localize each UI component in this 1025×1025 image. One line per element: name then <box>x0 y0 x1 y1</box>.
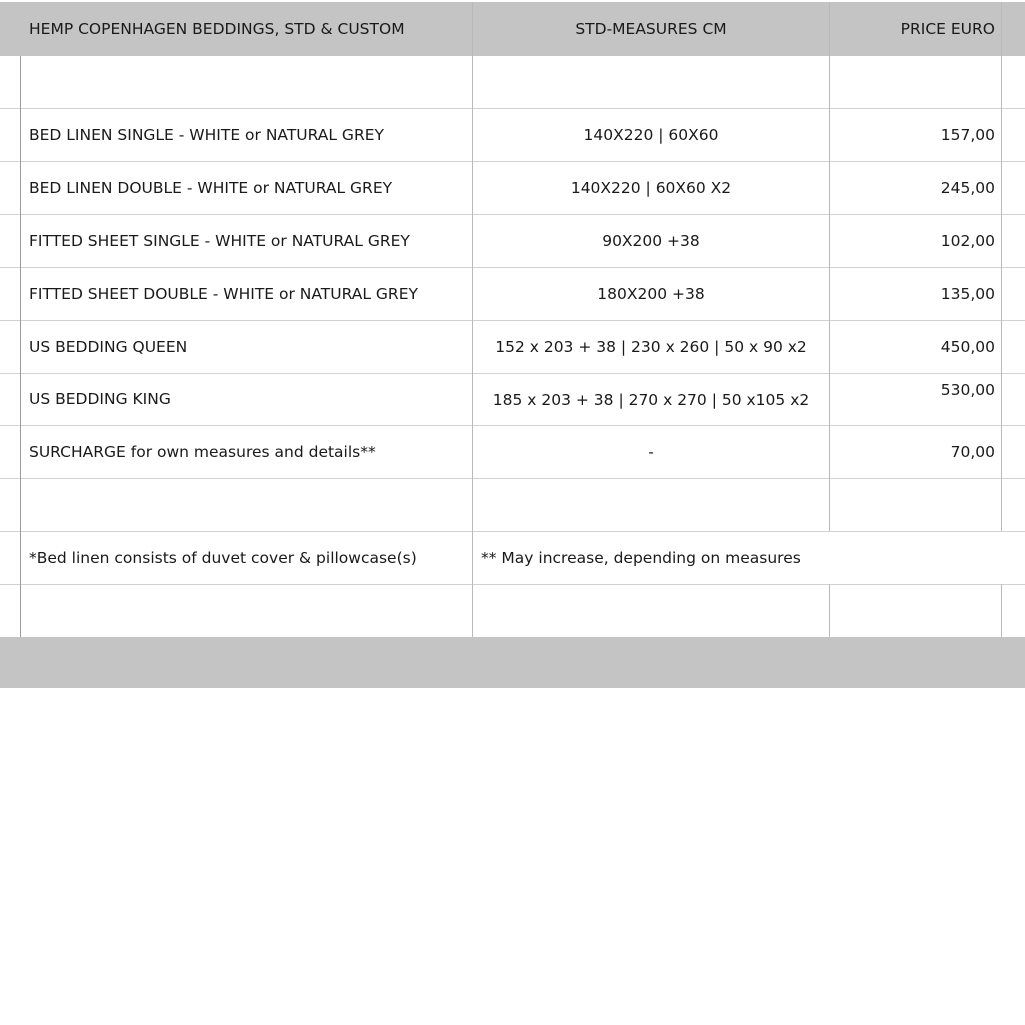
row-divider <box>0 267 1025 268</box>
row-measures: 90X200 +38 <box>602 232 700 250</box>
row-measures: - <box>648 443 654 461</box>
row-price: 70,00 <box>950 443 995 461</box>
column-divider <box>1001 2 1002 531</box>
row-product: BED LINEN SINGLE - WHITE or NATURAL GREY <box>29 126 384 144</box>
row-measures: 140X220 | 60X60 <box>583 126 719 144</box>
footnote-surcharge: ** May increase, depending on measures <box>481 549 801 567</box>
row-divider <box>0 214 1025 215</box>
column-divider <box>20 56 21 637</box>
header-price: PRICE EURO <box>900 20 995 38</box>
row-product: FITTED SHEET SINGLE - WHITE or NATURAL GREY <box>29 232 410 250</box>
row-product: FITTED SHEET DOUBLE - WHITE or NATURAL GREY <box>29 285 418 303</box>
row-product: BED LINEN DOUBLE - WHITE or NATURAL GREY <box>29 179 393 197</box>
row-divider <box>0 161 1025 162</box>
header-product: HEMP COPENHAGEN BEDDINGS, STD & CUSTOM <box>29 20 405 38</box>
footnote-bed-linen: *Bed linen consists of duvet cover & pillowcase(s) <box>29 549 417 567</box>
row-price: 530,00 <box>940 381 995 399</box>
row-product: US BEDDING KING <box>29 390 171 408</box>
row-divider <box>0 478 1025 479</box>
row-divider <box>0 425 1025 426</box>
column-divider <box>472 2 473 637</box>
row-price: 102,00 <box>940 232 995 250</box>
row-measures: 140X220 | 60X60 X2 <box>570 179 732 197</box>
column-divider <box>829 584 830 637</box>
row-product: US BEDDING QUEEN <box>29 338 188 356</box>
row-divider <box>0 108 1025 109</box>
row-divider <box>0 320 1025 321</box>
row-divider <box>0 373 1025 374</box>
row-measures: 180X200 +38 <box>597 285 705 303</box>
header-measures: STD-MEASURES CM <box>575 20 727 38</box>
row-price: 450,00 <box>940 338 995 356</box>
row-divider <box>0 584 1025 585</box>
row-divider <box>0 531 1025 532</box>
column-divider <box>1001 584 1002 637</box>
row-price: 245,00 <box>940 179 995 197</box>
table-footer-band <box>0 637 1025 688</box>
row-measures: 185 x 203 + 38 | 270 x 270 | 50 x105 x2 <box>492 391 810 409</box>
row-price: 157,00 <box>940 126 995 144</box>
row-product: SURCHARGE for own measures and details** <box>29 443 376 461</box>
row-price: 135,00 <box>940 285 995 303</box>
row-measures: 152 x 203 + 38 | 230 x 260 | 50 x 90 x2 <box>495 338 807 356</box>
